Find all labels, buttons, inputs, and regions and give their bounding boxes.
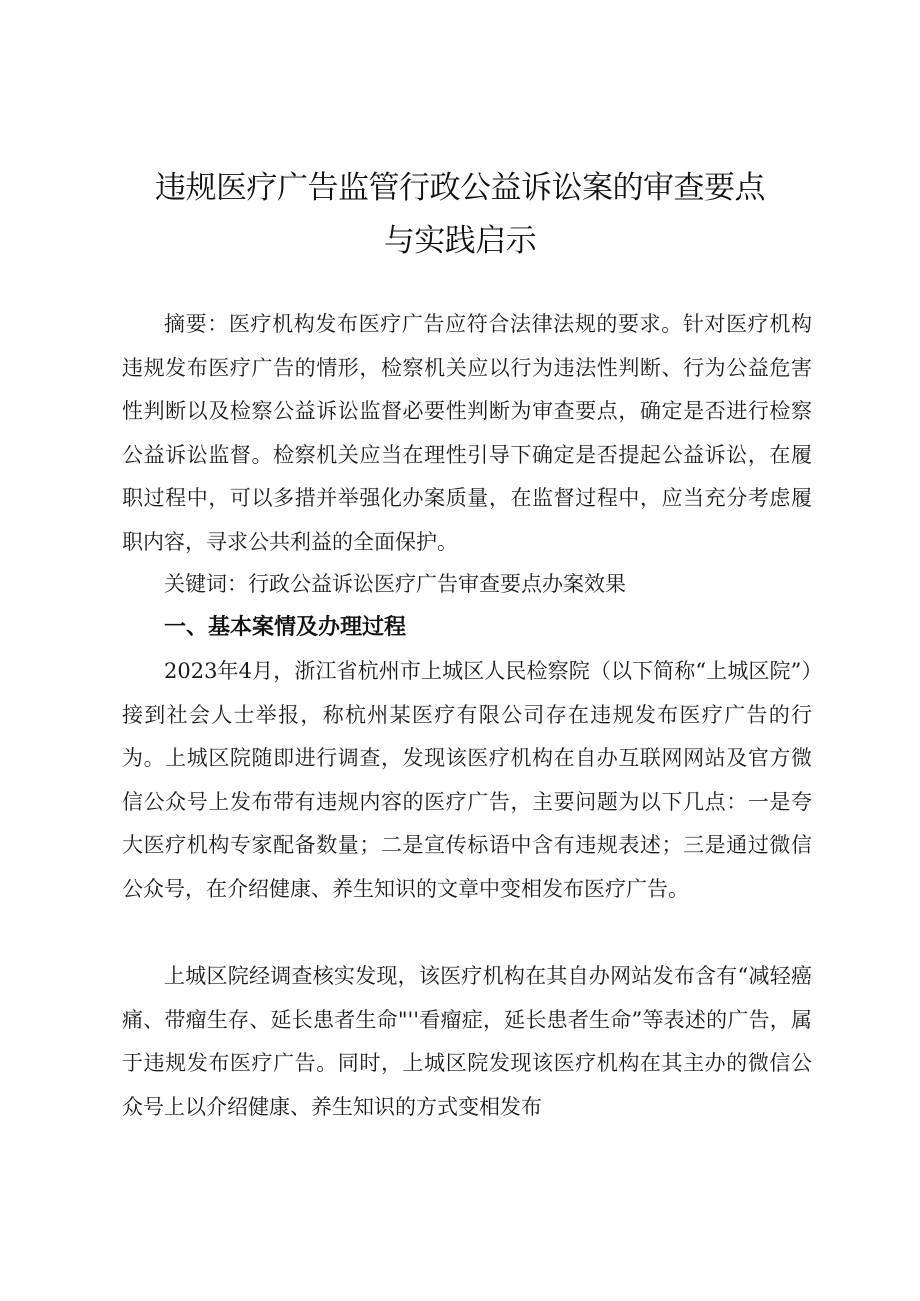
section-heading-basic-facts: 一、基本案情及办理过程 <box>164 615 407 640</box>
abstract-paragraph <box>122 303 812 564</box>
keywords-text: 行政公益诉讼医疗广告审查要点办案效果 <box>248 572 626 596</box>
keywords-paragraph <box>122 563 812 607</box>
keywords-label: 关键词： <box>164 572 248 596</box>
abstract-label: 摘要： <box>164 312 229 336</box>
document-title-line-2: 与实践启示 <box>383 223 537 259</box>
abstract-text: 医疗机构发布医疗广告应符合法律法规的要求。针对医疗机构违规发布医疗广告的情形，检察机关应以行为违法性判断、行为公益危害性判断以及检察公益诉讼监督必要性判断为审查要点，确定是否进行检察公益诉讼监督。检察机关应当在理性引导下确定是否提起公益诉讼，在履职过程中，可以多措并举强化办案质量，在监督过程中，应当充分考虑履职内容，寻求公共利益的全面保护。 <box>122 312 813 554</box>
document-title-line-1: 违规医疗广告监管行政公益诉讼案的审查要点 <box>155 170 765 206</box>
body-paragraph-2: 上城区院经调查核实发现，该医疗机构在其自办网站发布含有“减轻癌痛、带瘤生存、延长患者生命"''看瘤症，延长患者生命”等表述的广告，属于违规发布医疗广告。同时，上城区院发现该医疗机构在其主办的微信公众号上以介绍健康、养生知识的方式变相发布 <box>122 964 812 1119</box>
body-paragraph-1: 2023年4月，浙江省杭州市上城区人民检察院（以下简称“上城区院”）接到社会人士举报，称杭州某医疗有限公司存在违规发布医疗广告的行为。上城区院随即进行调查，发现该医疗机构在自办互联网网站及官方微信公众号上发布带有违规内容的医疗广告，主要问题为以下几点：一是夸大医疗机构专家配备数量；二是宣传标语中含有违规表述；三是通过微信公众号，在介绍健康、养生知识的文章中变相发布医疗广告。 <box>122 659 812 901</box>
